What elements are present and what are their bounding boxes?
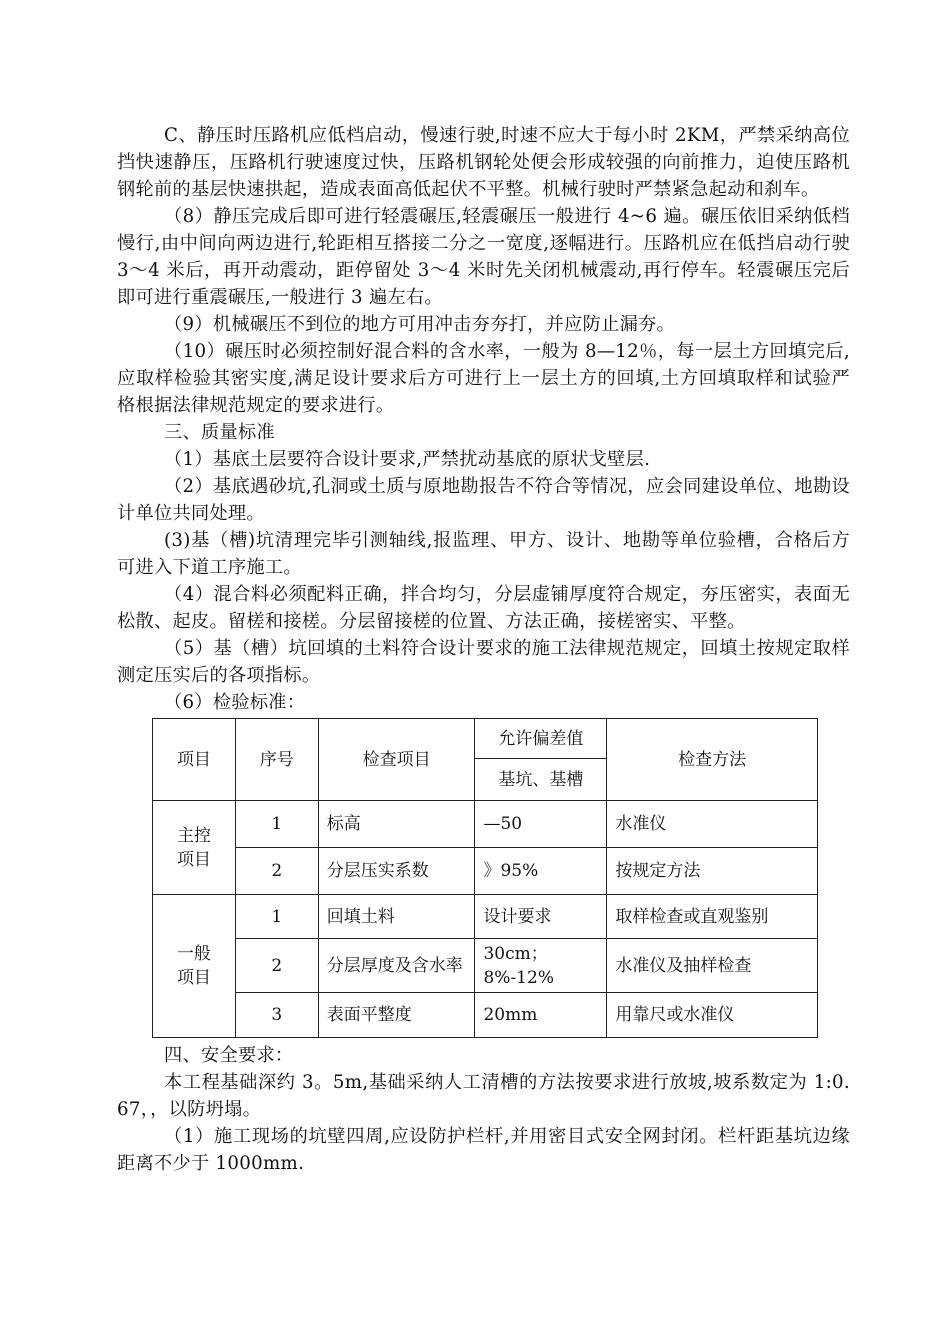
paragraph-safety-1: （1）施工现场的坑壁四周,应设防护栏杆,并用密目式安全网封闭。栏杆距基坑边缘距离不少于 1000mm. xyxy=(117,1126,850,1174)
header-item: 项目 xyxy=(153,719,236,801)
paragraph-step-9: （9）机械碾压不到位的地方可用冲击夯夯打，并应防止漏夯。 xyxy=(164,314,676,335)
table-cell-tolerance: 20mm xyxy=(475,993,607,1038)
table-cell-check-item: 分层厚度及含水率 xyxy=(318,939,475,993)
table-cell-check-item: 表面平整度 xyxy=(318,993,475,1038)
header-check-item: 检查项目 xyxy=(318,719,475,801)
paragraph-safety-intro: 本工程基础深约 3。5m,基础采纳人工清槽的方法按要求进行放坡,坡系数定为 1:0.67，，以防坍塌。 xyxy=(117,1072,850,1120)
table-cell-tolerance: —50 xyxy=(475,801,607,848)
table-cell-check-item: 分层压实系数 xyxy=(318,848,475,895)
paragraph-static-compaction: C、静压时压路机应低档启动，慢速行驶,时速不应大于每小时 2KM，严禁采纳高位挡快速静压，压路机行驶速度过快，压路机钢轮处便会形成较强的向前推力，迫使压路机钢轮前的基层快速拱起，造成表面高低起伏不平整。机械行驶时严禁紧急起动和刹车。 xyxy=(117,125,850,200)
table-cell-seq: 2 xyxy=(235,939,318,993)
table-cell-tolerance: 》95% xyxy=(475,848,607,895)
paragraph-step-8: （8）静压完成后即可进行轻震碾压,轻震碾压一般进行 4~6 遍。碾压依旧采纳低档慢行,由中间向两边进行,轮距相互搭接二分之一宽度,逐幅进行。压路机应在低挡启动行驶 3～4 米后，再开动震动，距停留处 3～4 米时先关闭机械震动,再行停车。轻震碾压完后即可进行重震碾压,一般进行 3 遍左右。 xyxy=(117,206,850,308)
table-cell-seq: 1 xyxy=(235,801,318,848)
paragraph-quality-5: （5）基（槽）坑回填的土料符合设计要求的施工法律规范规定，回填土按规定取样测定压实后的各项指标。 xyxy=(117,638,850,686)
paragraph-quality-3: (3)基（槽)坑清理完毕引测轴线,报监理、甲方、设计、地勘等单位验槽，合格后方可进入下道工序施工。 xyxy=(117,530,850,578)
table-cell-seq: 3 xyxy=(235,993,318,1038)
paragraph-quality-1: （1）基底土层要符合设计要求,严禁扰动基底的原状戈壁层. xyxy=(164,449,651,470)
paragraph-inspection-heading: （6）检验标准： xyxy=(164,692,306,713)
header-tolerance: 允许偏差值 xyxy=(475,719,607,759)
inspection-standard-table xyxy=(152,718,818,1038)
table-cell-method: 取样检查或直观鉴别 xyxy=(607,895,818,939)
group-general: 一般 项目 xyxy=(153,895,236,1038)
document-page xyxy=(117,122,850,1177)
header-tolerance-sub: 基坑、基槽 xyxy=(475,759,607,801)
paragraph-quality-4: （4）混合料必须配料正确，拌合均匀，分层虚铺厚度符合规定，夯压密实，表面无松散、起皮。留槎和接槎。分层留接槎的位置、方法正确，接槎密实、平整。 xyxy=(117,584,850,632)
table-cell-method: 按规定方法 xyxy=(607,848,818,895)
table-cell-check-item: 回填土料 xyxy=(318,895,475,939)
table-cell-check-item: 标高 xyxy=(318,801,475,848)
table-cell-seq: 1 xyxy=(235,895,318,939)
table-cell-tolerance: 设计要求 xyxy=(475,895,607,939)
table-cell-method: 水准仪及抽样检查 xyxy=(607,939,818,993)
group-main-control: 主控 项目 xyxy=(153,801,236,895)
header-method: 检查方法 xyxy=(607,719,818,801)
paragraph-step-10: （10）碾压时必须控制好混合料的含水率，一般为 8—12％，每一层土方回填完后,应取样检验其密实度,满足设计要求后方可进行上一层土方的回填,土方回填取样和试验严格根据法律规范规定的要求进行。 xyxy=(117,341,850,416)
header-seq: 序号 xyxy=(235,719,318,801)
table-cell-tolerance: 30cm；8%-12% xyxy=(475,939,607,993)
paragraph-quality-2: （2）基底遇砂坑,孔洞或土质与原地勘报告不符合等情况，应会同建设单位、地勘设计单位共同处理。 xyxy=(117,476,850,524)
table-cell-seq: 2 xyxy=(235,848,318,895)
table-cell-method: 用靠尺或水准仪 xyxy=(607,993,818,1038)
table-cell-method: 水准仪 xyxy=(607,801,818,848)
section-heading-safety: 四、安全要求： xyxy=(164,1045,294,1066)
section-heading-quality: 三、质量标准 xyxy=(164,422,275,443)
